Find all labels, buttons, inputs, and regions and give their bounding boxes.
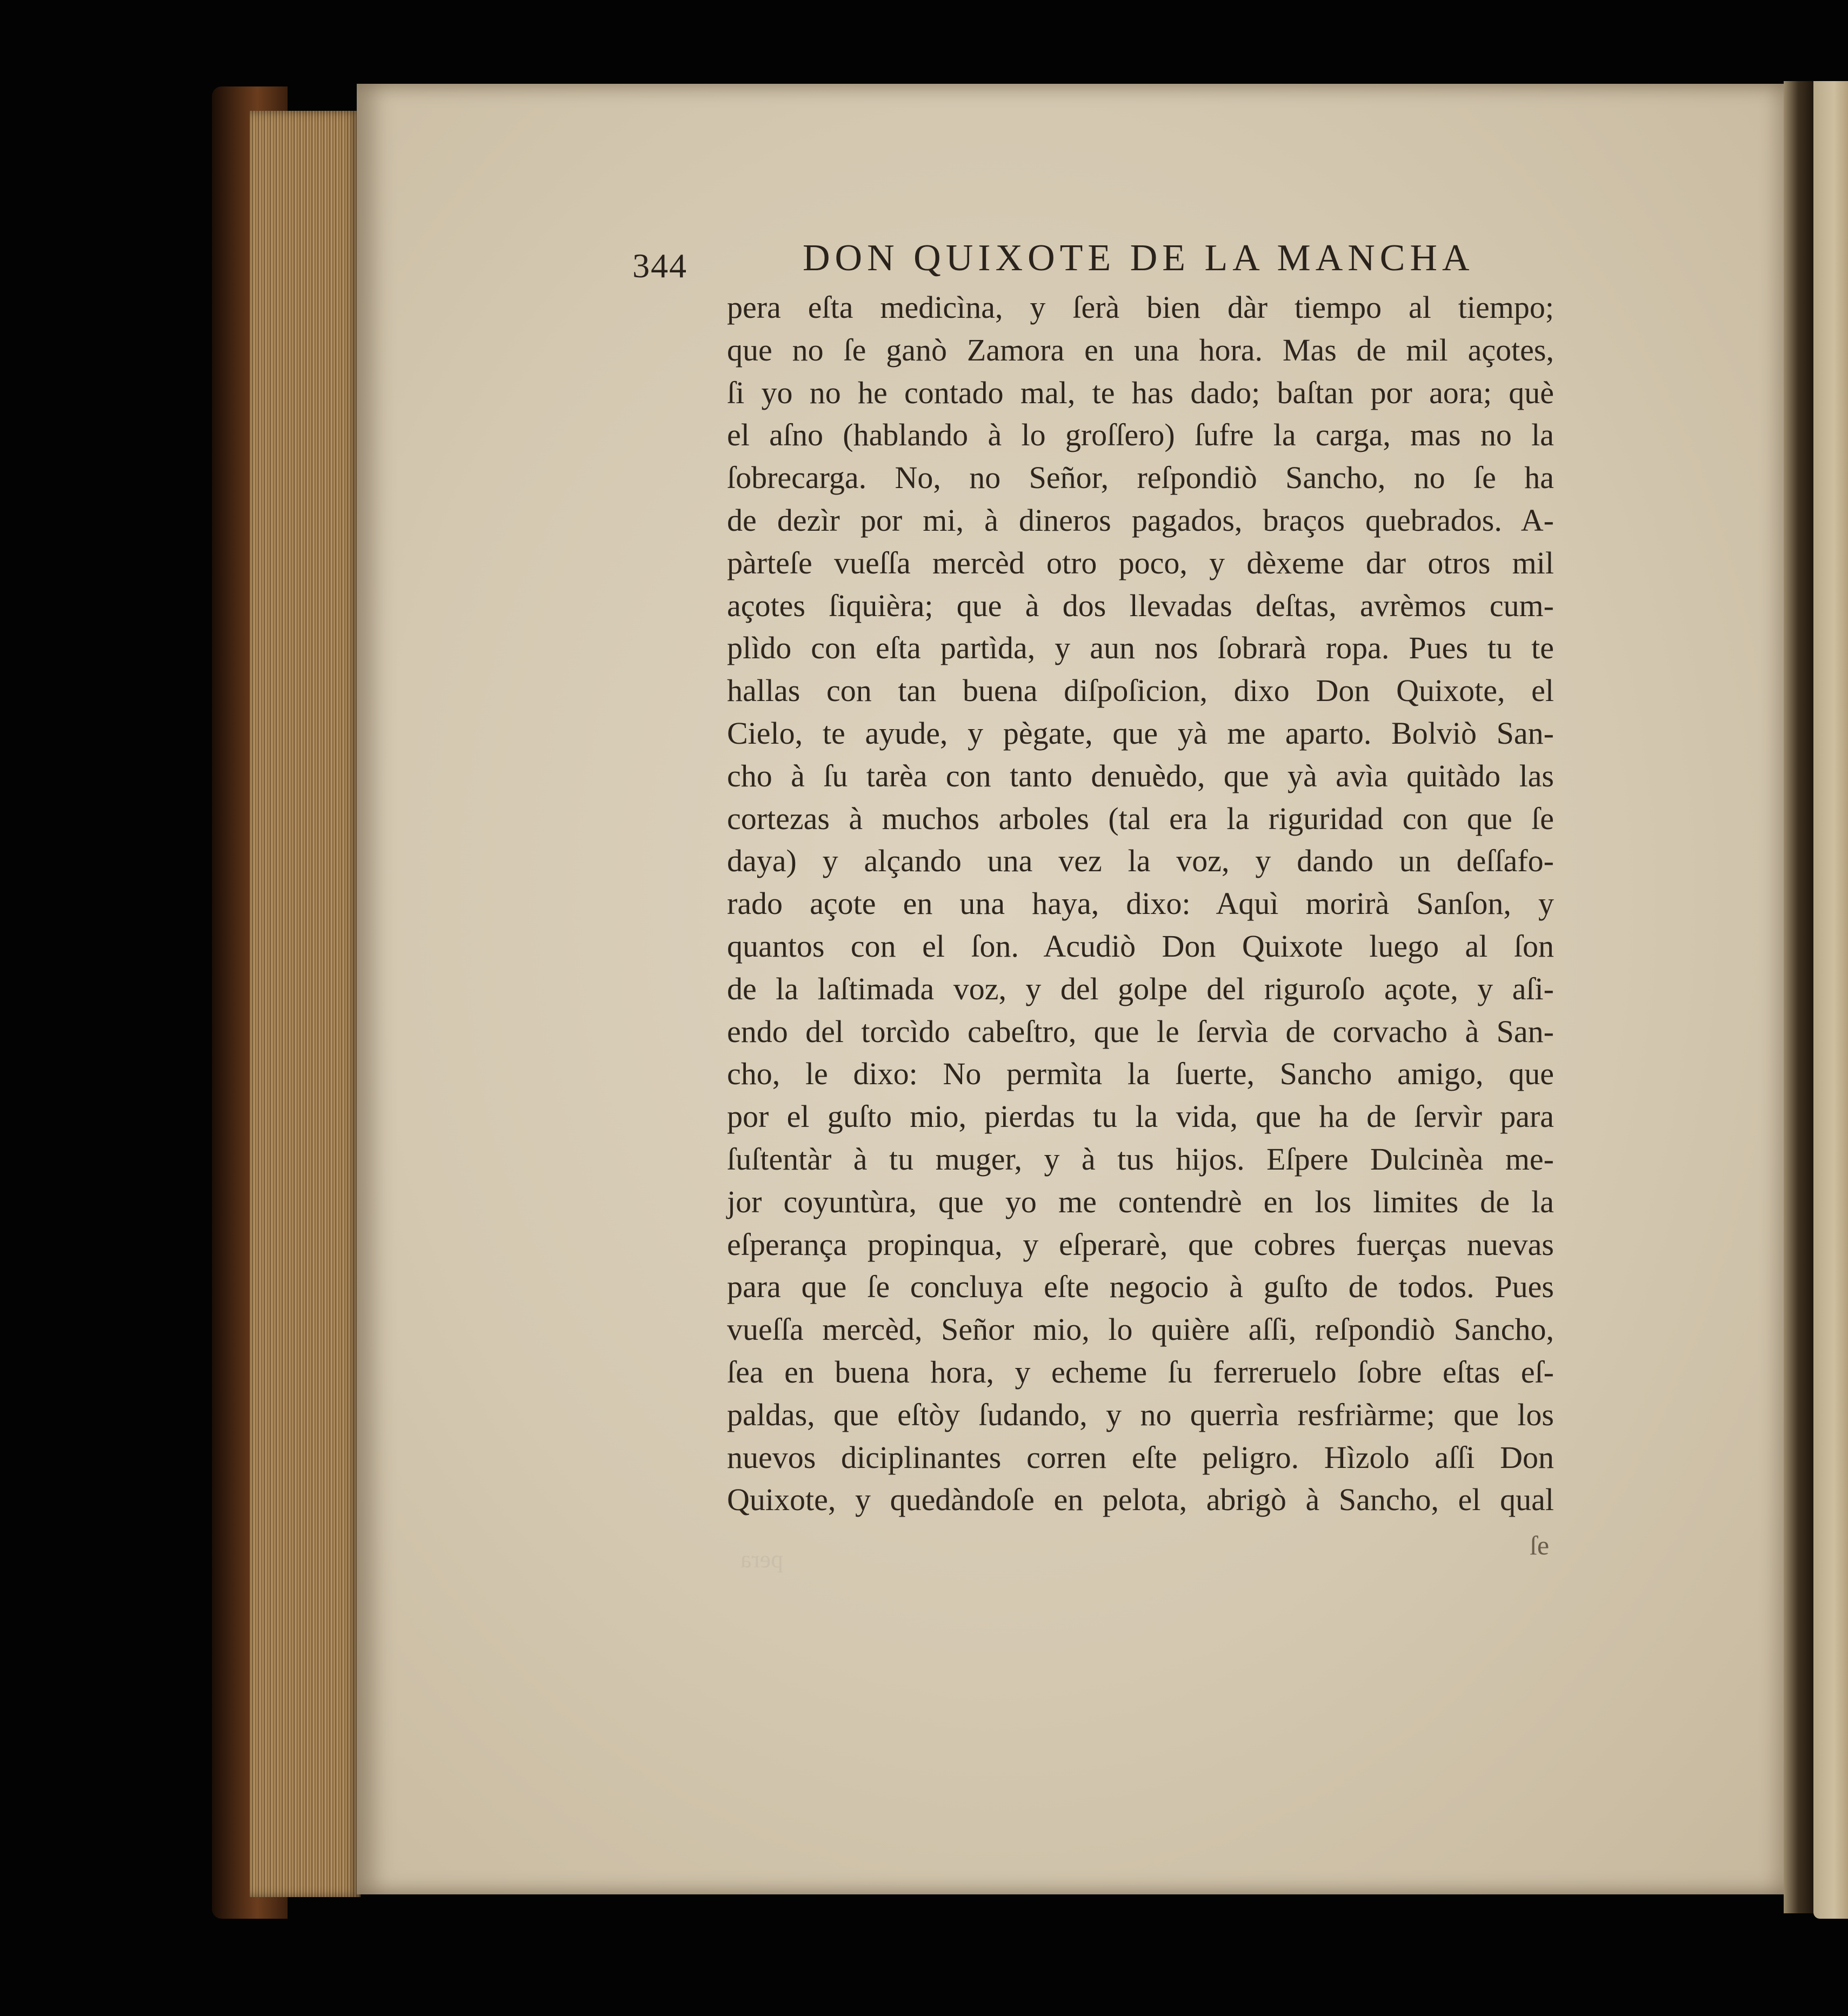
text-line: pera eſta medicìna, y ſerà bien dàr tiempo al tiempo; (727, 290, 1554, 325)
text-line: jor coyuntùra, que yo me contendrè en los limites de la (727, 1184, 1554, 1219)
text-line: que no ſe ganò Zamora en una hora. Mas de mil açotes, (727, 332, 1554, 368)
text-line: cortezas à muchos arboles (tal era la riguridad con que ſe (727, 800, 1554, 836)
text-line: plìdo con eſta partìda, y aun nos ſobrarà ropa. Pues tu te (727, 630, 1554, 666)
text-line: para que ſe concluya eſte negocio à guſto de todos. Pues (727, 1269, 1554, 1305)
text-line: por el guſto mio, pierdas tu la vida, que ha de ſervìr para (727, 1099, 1554, 1134)
text-line: açotes ſiquièra; que à dos llevadas deſtas, avrèmos cum- (727, 588, 1554, 623)
text-line: ſea en buena hora, y echeme ſu ferreruelo ſobre eſtas eſ- (727, 1354, 1554, 1390)
text-line: pàrteſe vueſſa mercèd otro poco, y dèxeme dar otros mil (727, 545, 1554, 580)
running-title: DON QUIXOTE DE LA MANCHA (803, 237, 1475, 279)
page-edges (250, 111, 361, 1897)
text-line: vueſſa mercèd, Señor mio, lo quière aſſi, reſpondiò Sancho, (727, 1312, 1554, 1347)
text-line: de la laſtimada voz, y del golpe del riguroſo açote, y aſi- (727, 971, 1554, 1006)
text-line: hallas con tan buena diſpoſicion, dixo Don Quixote, el (727, 673, 1554, 709)
text-line: cho à ſu tarèa con tanto denuèdo, que yà avìa quitàdo las (727, 758, 1554, 793)
text-line: cho, le dixo: No permìta la ſuerte, Sancho amigo, que (727, 1056, 1554, 1092)
body-text (727, 286, 1554, 1521)
text-line: ſuſtentàr à tu muger, y à tus hijos. Eſpere Dulcinèa me- (727, 1141, 1554, 1177)
show-through-text: pera (740, 1545, 784, 1573)
text-line: rado açote en una haya, dixo: Aquì morirà Sanſon, y (727, 886, 1554, 922)
catchword: ſe (1530, 1530, 1550, 1560)
text-line: quantos con el ſon. Acudiò Don Quixote luego al ſon (727, 928, 1554, 964)
text-line: eſperança propinqua, y eſperarè, que cobres fuerças nuevas (727, 1226, 1554, 1262)
text-line: nuevos diciplinantes corren eſte peligro. Hìzolo aſſi Don (727, 1439, 1554, 1475)
text-line: ſobrecarga. No, no Señor, reſpondiò Sancho, no ſe ha (727, 460, 1554, 496)
text-line: endo del torcìdo cabeſtro, que le ſervìa de corvacho à San- (727, 1013, 1554, 1049)
book-gutter (1784, 81, 1816, 1913)
text-line: Cielo, te ayude, y pègate, que yà me aparto. Bolviò San- (727, 715, 1554, 751)
page-number: 344 (632, 246, 688, 285)
text-line: paldas, que eſtòy ſudando, y no querrìa resfriàrme; que los (727, 1397, 1554, 1432)
text-line: Quixote, y quedàndoſe en pelota, abrigò à Sancho, el qual (727, 1482, 1554, 1518)
facing-page-edge (1813, 81, 1848, 1919)
text-line: el aſno (hablando à lo groſſero) ſufre la carga, mas no la (727, 417, 1554, 453)
text-line: daya) y alçando una vez la voz, y dando un deſſafo- (727, 843, 1554, 879)
text-line: ſi yo no he contado mal, te has dado; baſtan por aora; què (727, 375, 1554, 410)
text-line: de dezìr por mi, à dineros pagados, braços quebrados. A- (727, 502, 1554, 538)
